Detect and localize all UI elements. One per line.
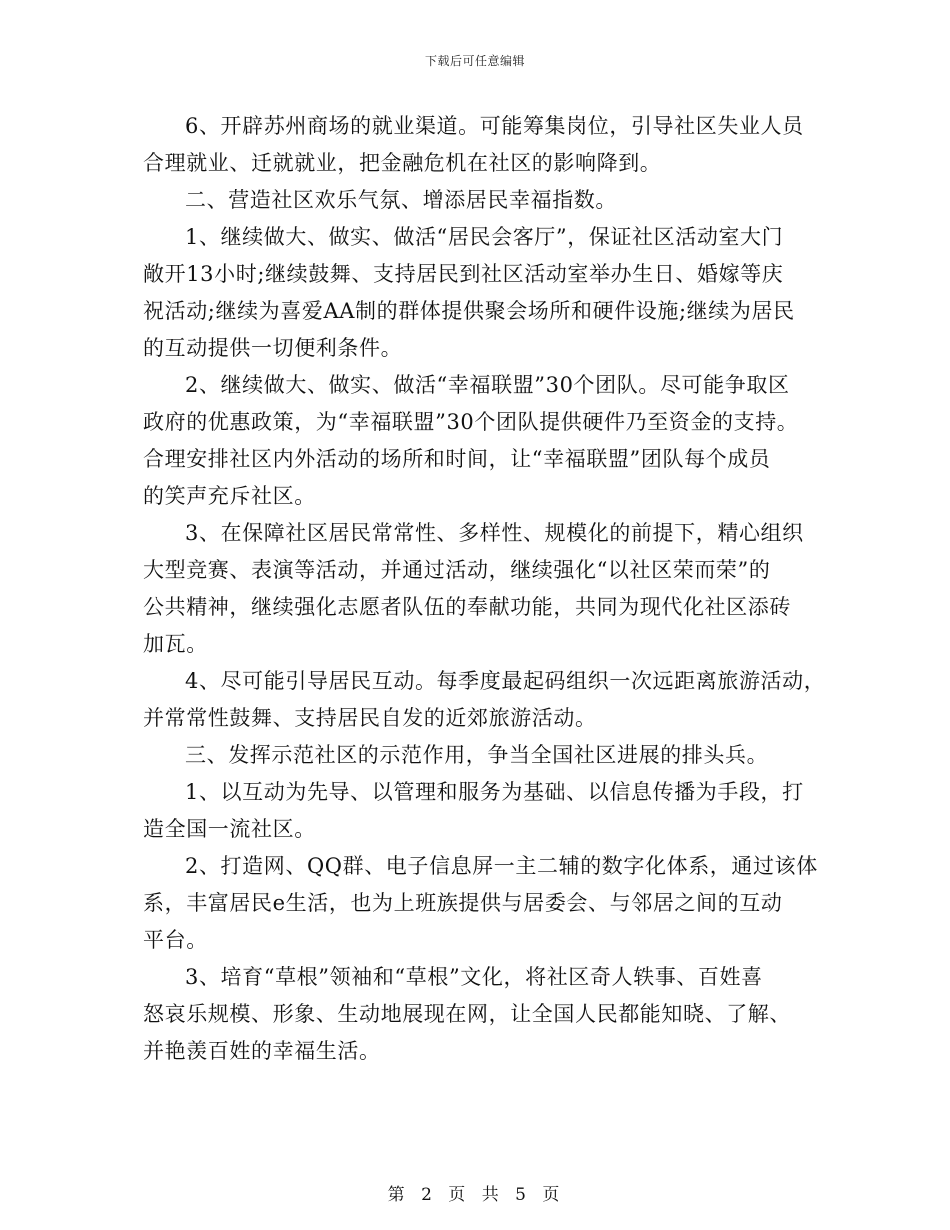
- text-line: 平台。: [143, 928, 208, 952]
- text-line: 并常常性鼓舞、支持居民自发的近郊旅游活动。: [143, 706, 597, 730]
- text-line: 加瓦。: [143, 632, 208, 656]
- text-line: 政府的优惠政策，为“幸福联盟”30个团队提供硬件乃至资金的支持。: [143, 410, 799, 434]
- text-line: 4、尽可能引导居民互动。每季度最起码组织一次远距离旅游活动，: [185, 669, 826, 693]
- text-line: 的互动提供一切便利条件。: [143, 336, 403, 360]
- page-header: 下载后可任意编辑: [424, 54, 525, 68]
- text-line: 敞开13小时;继续鼓舞、支持居民到社区活动室举办生日、婚嫁等庆: [143, 262, 784, 286]
- text-line: 1、继续做大、做实、做活“居民会客厅”，保证社区活动室大门: [185, 225, 784, 249]
- text-line: 2、继续做大、做实、做活“幸福联盟”30个团队。尽可能争取区: [185, 373, 790, 397]
- text-line: 3、培育“草根”领袖和“草根”文化，将社区奇人轶事、百姓喜: [185, 965, 763, 989]
- text-line: 三、发挥示范社区的示范作用，争当全国社区进展的排头兵。: [185, 743, 769, 767]
- text-line: 3、在保障社区居民常常性、多样性、规模化的前提下，精心组织: [185, 521, 804, 545]
- text-line: 2、打造网、QQ群、电子信息屏一主二辅的数字化体系，通过该体: [185, 854, 818, 878]
- text-line: 合理就业、迁就就业，把金融危机在社区的影响降到。: [143, 151, 662, 175]
- body-text: [143, 108, 826, 1070]
- text-line: 祝活动;继续为喜爱AA制的群体提供聚会场所和硬件设施;继续为居民: [143, 299, 795, 323]
- text-line: 合理安排社区内外活动的场所和时间，让“幸福联盟”团队每个成员: [143, 447, 771, 471]
- page-footer: 第 2 页 共 5 页: [387, 1185, 563, 1205]
- text-line: 怒哀乐规模、形象、生动地展现在网，让全国人民都能知晓、了解、: [143, 1002, 791, 1026]
- text-line: 二、营造社区欢乐气氛、增添居民幸福指数。: [185, 188, 617, 212]
- text-line: 造全国一流社区。: [143, 817, 316, 841]
- text-line: 1、以互动为先导、以管理和服务为基础、以信息传播为手段，打: [185, 780, 804, 804]
- text-line: 公共精神，继续强化志愿者队伍的奉献功能，共同为现代化社区添砖: [143, 595, 791, 619]
- text-line: 系，丰富居民e生活，也为上班族提供与居委会、与邻居之间的互动: [143, 891, 783, 915]
- text-line: 并艳羡百姓的幸福生活。: [143, 1039, 381, 1063]
- text-line: 大型竞赛、表演等活动，并通过活动，继续强化“以社区荣而荣”的: [143, 558, 771, 582]
- text-line: 的笑声充斥社区。: [143, 484, 316, 508]
- text-line: 6、开辟苏州商场的就业渠道。可能筹集岗位，引导社区失业人员: [185, 114, 804, 138]
